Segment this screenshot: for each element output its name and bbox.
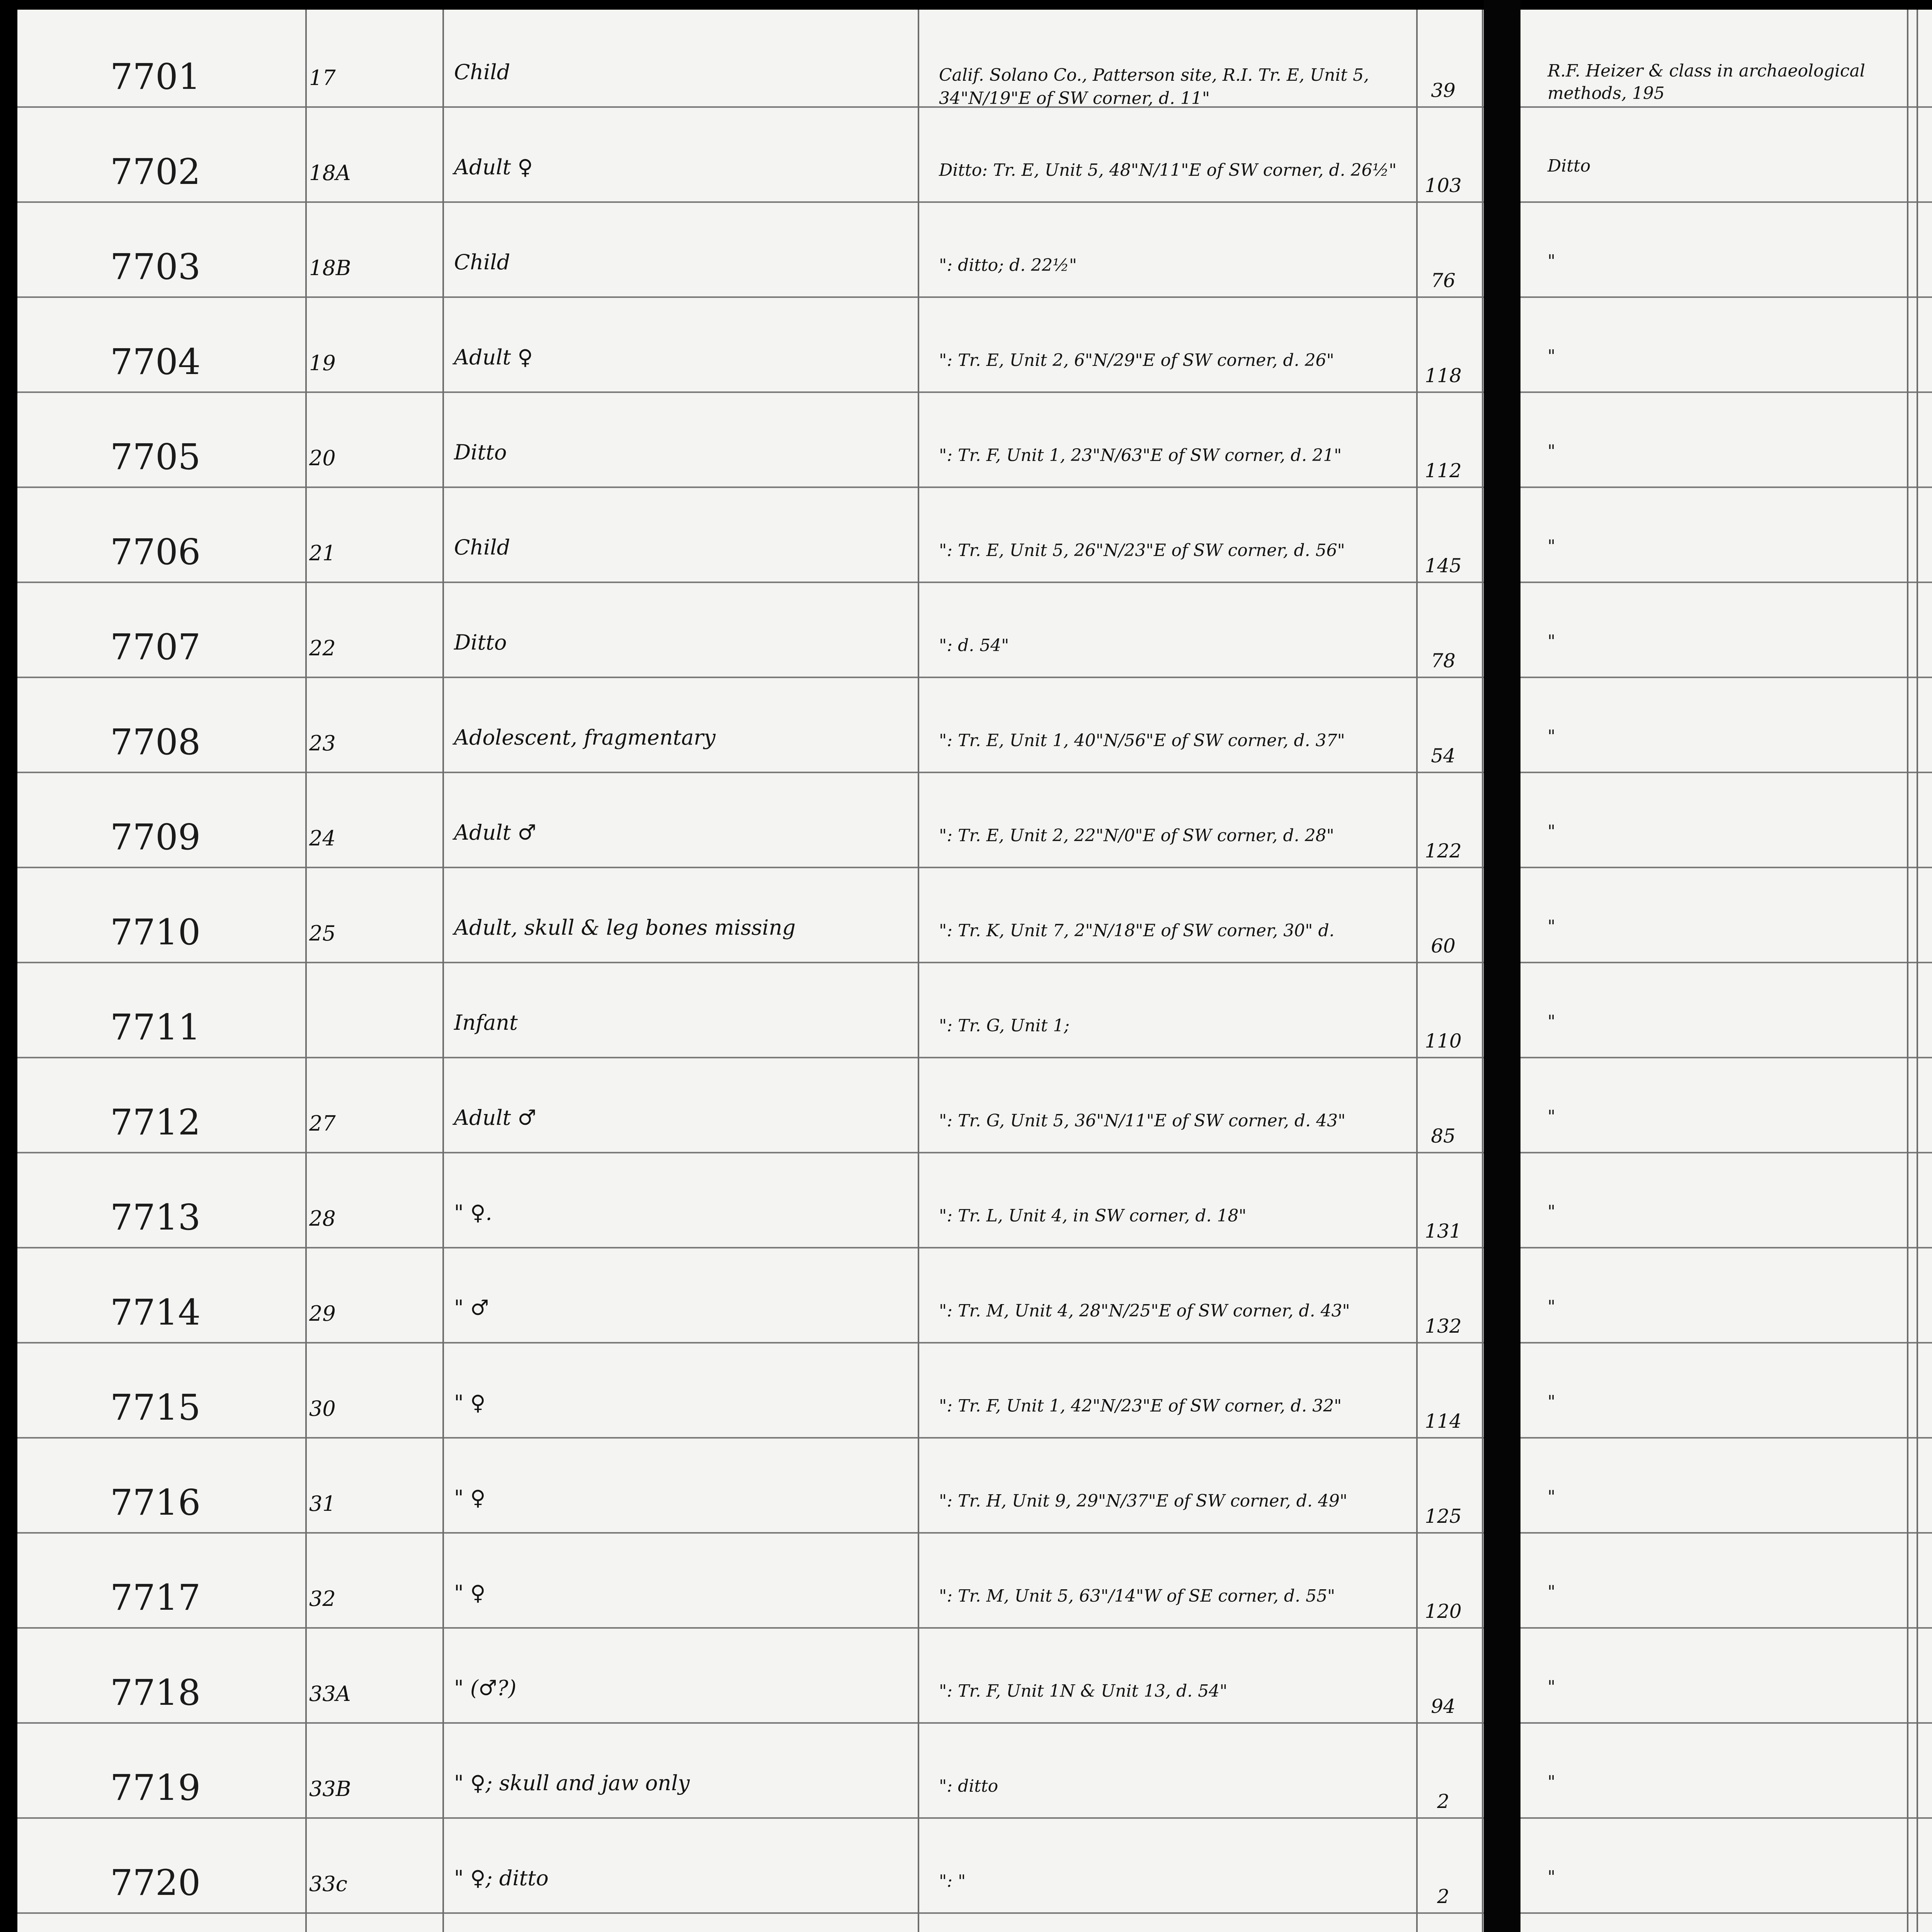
quantity: 122 [1425, 840, 1462, 862]
description: " ♀ [454, 1391, 486, 1415]
description: " ♀; ditto [454, 1866, 549, 1890]
quantity: 125 [1425, 1505, 1462, 1527]
ledger-row [1520, 1162, 1932, 1257]
collector: " [1548, 1012, 1556, 1031]
collector: " [1548, 1392, 1556, 1412]
ledger-row [17, 1542, 1484, 1637]
description: " (♂?) [454, 1676, 517, 1700]
locality: ": Tr. E, Unit 1, 40"N/56"E of SW corner, d. 37" [939, 731, 1345, 750]
ledger-row [17, 211, 1484, 306]
quantity: 114 [1425, 1410, 1462, 1432]
locality: ": Tr. G, Unit 5, 36"N/11"E of SW corner, d. 43" [939, 1111, 1346, 1131]
catalog-number: 7706 [110, 531, 201, 573]
locality: ": d. 54" [939, 636, 1009, 655]
collector: " [1548, 1772, 1556, 1792]
ledger-row [1520, 1827, 1932, 1922]
description: Ditto [454, 630, 507, 655]
catalog-number: 7701 [110, 56, 201, 97]
locality: ": Tr. M, Unit 4, 28"N/25"E of SW corner, d. 43" [939, 1301, 1350, 1321]
catalog-number: 7716 [110, 1482, 201, 1523]
quantity: 103 [1425, 174, 1462, 197]
ledger-row [17, 972, 1484, 1067]
locality: ": ditto [939, 1776, 998, 1796]
description: Adolescent, fragmentary [454, 725, 716, 750]
locality: ": Tr. F, Unit 1N & Unit 13, d. 54" [939, 1681, 1228, 1701]
field-number: 21 [309, 541, 336, 565]
field-number: 31 [309, 1492, 336, 1516]
ledger-row [1520, 1732, 1932, 1827]
field-number: 17 [309, 66, 336, 90]
ledger-row [17, 1922, 1484, 1932]
quantity: 76 [1431, 269, 1456, 292]
field-number: 20 [309, 446, 336, 470]
locality: Ditto: Tr. E, Unit 5, 48"N/11"E of SW corner, d. 26½" [939, 160, 1397, 180]
ledger-row [1520, 211, 1932, 306]
locality: ": Tr. F, Unit 1, 23"N/63"E of SW corner, d. 21" [939, 446, 1342, 465]
description: Adult ♂ [454, 820, 536, 845]
locality: ": Tr. K, Unit 7, 2"N/18"E of SW corner, 30" d. [939, 921, 1335, 940]
catalog-number: 7715 [110, 1387, 201, 1428]
catalog-number: 7707 [110, 626, 201, 668]
ledger-row [17, 1352, 1484, 1447]
quantity: 54 [1431, 745, 1456, 767]
ledger-row [17, 401, 1484, 497]
collector: " [1548, 1867, 1556, 1887]
description: " ♀; skull and jaw only [454, 1771, 690, 1795]
ledger-row [1520, 21, 1932, 116]
field-number: 33A [309, 1682, 351, 1706]
description: Child [454, 60, 510, 84]
field-number: 22 [309, 636, 336, 660]
collector: " [1548, 1487, 1556, 1507]
ledger-row [17, 1637, 1484, 1732]
field-number: 25 [309, 921, 336, 946]
ledger-row [17, 497, 1484, 592]
locality: ": Tr. M, Unit 5, 63"/14"W of SE corner, d. 55" [939, 1586, 1335, 1606]
locality: ": Tr. G, Unit 1; [939, 1016, 1070, 1036]
collector: " [1548, 1677, 1556, 1697]
ledger-row [17, 1257, 1484, 1352]
catalog-number: 7703 [110, 246, 201, 287]
catalog-number: 7710 [110, 912, 201, 953]
collector: Ditto [1548, 156, 1591, 176]
description: Child [454, 535, 510, 560]
field-number: 33B [309, 1777, 351, 1801]
collector: " [1548, 1297, 1556, 1316]
description: Child [454, 250, 510, 274]
catalog-number: 7713 [110, 1197, 201, 1238]
ledger-left-page [17, 10, 1484, 1932]
quantity: 85 [1431, 1125, 1456, 1147]
quantity: 131 [1425, 1220, 1462, 1242]
catalog-number: 7704 [110, 341, 201, 383]
description: Adult ♀ [454, 345, 533, 369]
catalog-number: 7711 [110, 1007, 201, 1048]
locality: ": ditto; d. 22½" [939, 255, 1077, 275]
description: Infant [454, 1010, 518, 1035]
ledger-row [1520, 1352, 1932, 1447]
locality: ": Tr. L, Unit 4, in SW corner, d. 18" [939, 1206, 1247, 1226]
catalog-number: 7712 [110, 1102, 201, 1143]
field-number: 24 [309, 826, 336, 850]
locality: ": Tr. E, Unit 2, 22"N/0"E of SW corner, d. 28" [939, 826, 1334, 845]
catalog-number: 7718 [110, 1672, 201, 1713]
ledger-row [1520, 782, 1932, 877]
collector: " [1548, 1202, 1556, 1221]
ledger-row [1520, 1257, 1932, 1352]
ledger-row [17, 1162, 1484, 1257]
field-number: 33c [309, 1872, 347, 1896]
ledger-row [17, 877, 1484, 972]
ledger-row [17, 116, 1484, 211]
locality: ": Tr. H, Unit 9, 29"N/37"E of SW corner, d. 49" [939, 1491, 1348, 1511]
field-number: 18A [309, 161, 351, 185]
collector: " [1548, 631, 1556, 651]
quantity: 2 [1437, 1790, 1449, 1813]
quantity: 120 [1425, 1600, 1462, 1622]
description: " ♂ [454, 1296, 489, 1320]
quantity: 60 [1431, 935, 1456, 957]
quantity: 112 [1425, 459, 1462, 482]
quantity: 110 [1425, 1030, 1462, 1052]
ledger-row [1520, 401, 1932, 497]
description: " ♀ [454, 1486, 486, 1510]
description: " ♀ [454, 1581, 486, 1605]
ledger-row [1520, 592, 1932, 687]
ledger-row [1520, 116, 1932, 211]
ledger-row [17, 782, 1484, 877]
ledger-row [1520, 306, 1932, 401]
catalog-number: 7709 [110, 816, 201, 858]
description: Adult ♀ [454, 155, 533, 179]
ledger-row [1520, 877, 1932, 972]
collector: " [1548, 1582, 1556, 1602]
locality: ": Tr. E, Unit 5, 26"N/23"E of SW corner, d. 56" [939, 541, 1345, 560]
field-number: 28 [309, 1206, 336, 1231]
locality: ": Tr. F, Unit 1, 42"N/23"E of SW corner, d. 32" [939, 1396, 1342, 1416]
catalog-number: 7714 [110, 1292, 201, 1333]
ledger-right-page [1520, 10, 1932, 1932]
ledger-row [17, 1732, 1484, 1827]
ledger-row [17, 306, 1484, 401]
description: " ♀. [454, 1201, 492, 1225]
quantity: 118 [1425, 364, 1462, 387]
ledger-row [17, 1447, 1484, 1542]
locality: ": Tr. E, Unit 2, 6"N/29"E of SW corner, d. 26" [939, 350, 1334, 370]
description: Ditto [454, 440, 507, 464]
collector: " [1548, 346, 1556, 366]
ledger-row [17, 21, 1484, 116]
quantity: 39 [1431, 79, 1456, 102]
field-number: 19 [309, 351, 336, 375]
quantity: 94 [1431, 1695, 1456, 1718]
field-number: 29 [309, 1301, 336, 1326]
ledger-row [17, 1827, 1484, 1922]
ledger-row [1520, 497, 1932, 592]
catalog-number: 7702 [110, 151, 201, 192]
catalog-number: 7708 [110, 721, 201, 763]
ledger-row [1520, 1637, 1932, 1732]
ledger-row [1520, 1542, 1932, 1637]
collector: " [1548, 536, 1556, 556]
ledger-row [17, 592, 1484, 687]
catalog-number: 7717 [110, 1577, 201, 1618]
quantity: 132 [1425, 1315, 1462, 1337]
catalog-number: 7720 [110, 1862, 201, 1903]
collector: " [1548, 917, 1556, 936]
field-number: 30 [309, 1396, 336, 1421]
ledger-row [1520, 1922, 1932, 1932]
field-number: 27 [309, 1111, 336, 1136]
collector: " [1548, 726, 1556, 746]
field-number: 23 [309, 731, 336, 755]
collector: " [1548, 441, 1556, 461]
ledger-row [1520, 972, 1932, 1067]
quantity: 78 [1431, 650, 1456, 672]
field-number: 32 [309, 1587, 336, 1611]
ledger-row [17, 1067, 1484, 1162]
quantity: 145 [1425, 554, 1462, 577]
collector: R.F. Heizer & class in archaeological methods, 195 [1548, 61, 1865, 103]
catalog-number: 7705 [110, 436, 201, 478]
collector: " [1548, 251, 1556, 271]
ledger-row [1520, 1447, 1932, 1542]
field-number: 18B [309, 256, 351, 280]
ledger-spine [1484, 0, 1520, 1932]
locality: ": " [939, 1871, 966, 1891]
collector: " [1548, 1107, 1556, 1126]
description: Adult ♂ [454, 1105, 536, 1130]
ledger-row [1520, 1067, 1932, 1162]
ledger-row [17, 687, 1484, 782]
catalog-number: 7719 [110, 1767, 201, 1808]
description: Adult, skull & leg bones missing [454, 915, 796, 940]
collector: " [1548, 821, 1556, 841]
locality: Calif. Solano Co., Patterson site, R.I. Tr. E, Unit 5, 34"N/19"E of SW corner, d. 11" [939, 65, 1369, 108]
ledger-row [1520, 687, 1932, 782]
quantity: 2 [1437, 1885, 1449, 1908]
